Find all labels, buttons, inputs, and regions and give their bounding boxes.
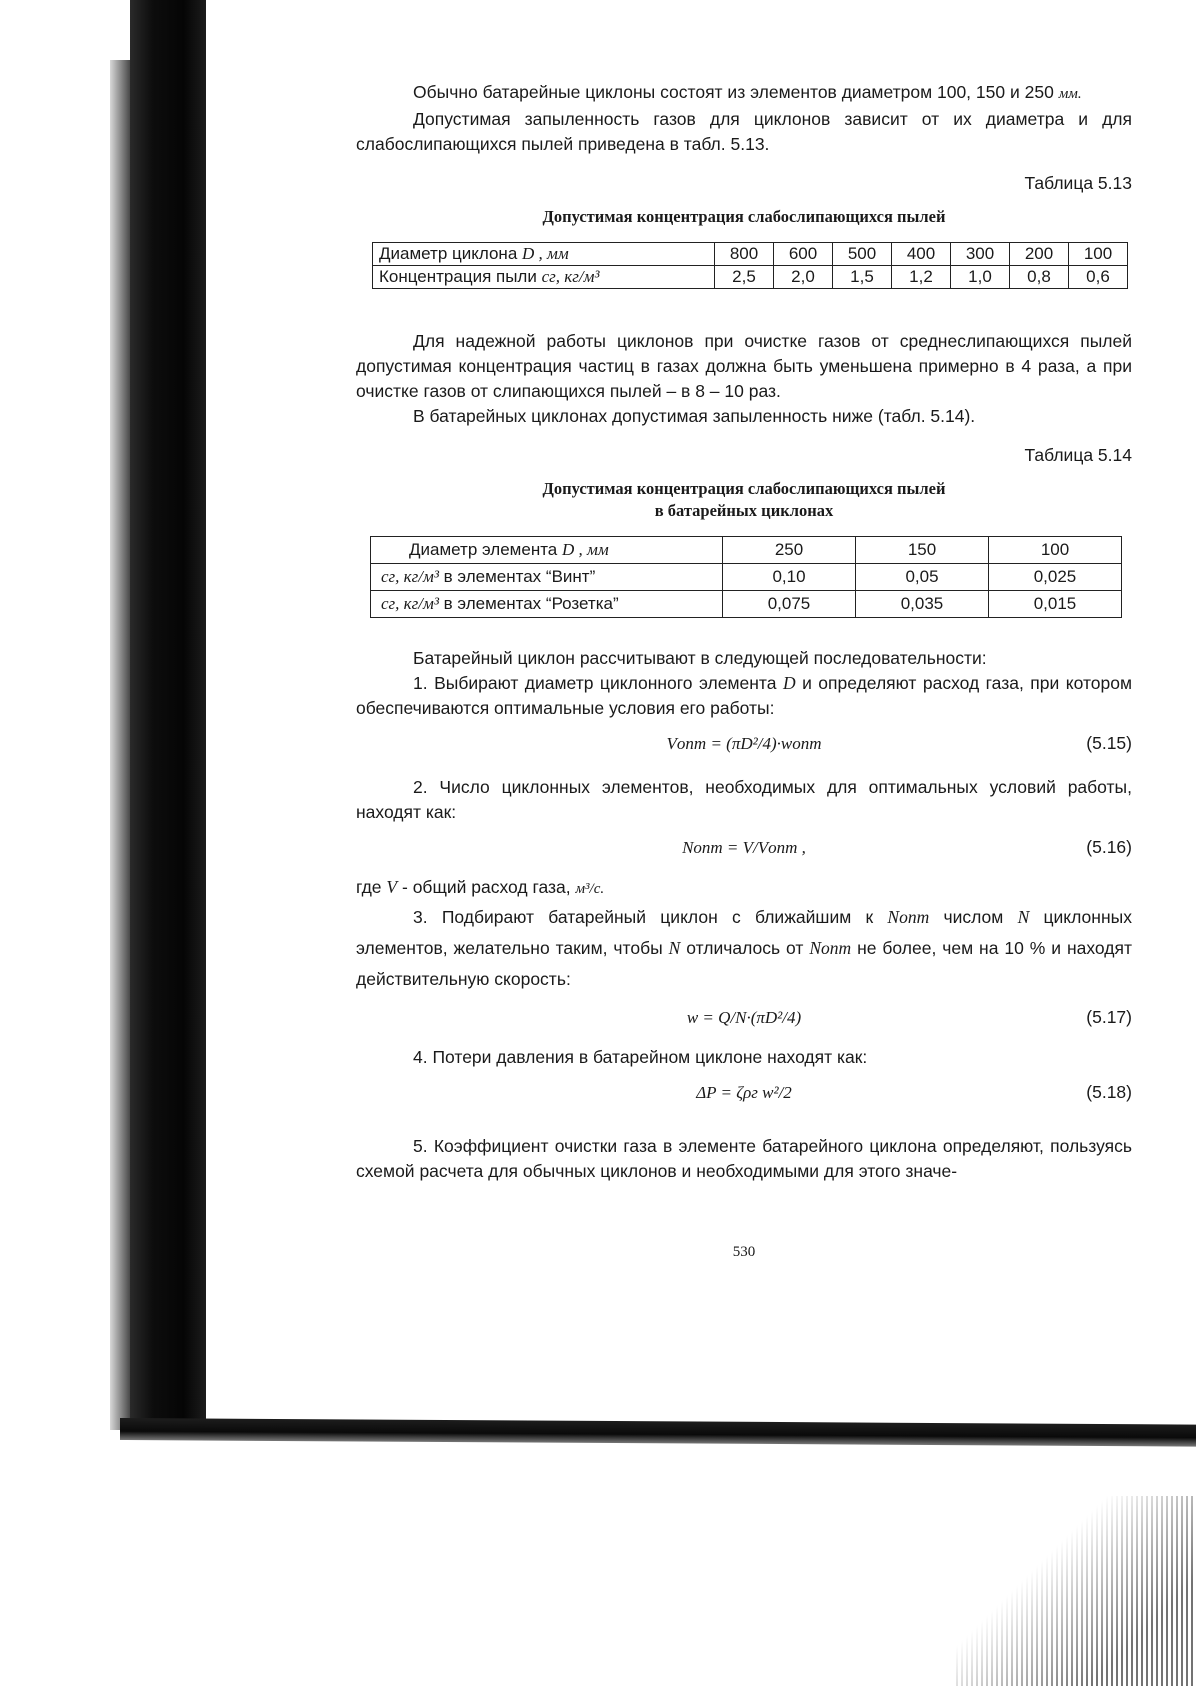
scan-binding-shadow <box>130 0 206 1430</box>
formula-5-15 <box>356 721 1132 765</box>
table-5-14-row-label: cг, кг/м³ в элементах “Розетка” <box>371 591 723 618</box>
table-cell: 0,075 <box>723 591 856 618</box>
table-cell: 1,5 <box>833 266 892 289</box>
table-cell: 1,2 <box>892 266 951 289</box>
table-cell: 0,025 <box>989 564 1122 591</box>
formula-5-18-number: (5.18) <box>1086 1082 1132 1102</box>
scan-bottom-edge <box>120 1418 1196 1447</box>
table-5-14-row-label: cг, кг/м³ в элементах “Винт” <box>371 564 723 591</box>
table-5-13-row-label: Диаметр циклона D , мм <box>373 243 715 266</box>
paragraph-2: Допустимая запыленность газов для циклонов зависит от их диаметра и для слабослипающихся пылей приведена в табл. 5.13. <box>356 109 1132 154</box>
table-cell: 600 <box>774 243 833 266</box>
step-4: 4. Потери давления в батарейном циклоне находят как: <box>413 1047 868 1067</box>
paragraph-1 <box>356 80 1132 107</box>
formula-5-16-expression: Nопт = V/Vопт , <box>682 838 806 857</box>
formula-5-17-expression: w = Q/N·(πD²/4) <box>686 1008 802 1027</box>
table-5-14-caption-line-2: в батарейных циклонах <box>654 501 834 520</box>
paragraph-3: Для надежной работы циклонов при очистке газов от среднеслипающихся пылей допустимая концентрация частиц в газах должна быть уменьшена примерно в 4 раза, а при очистке газов от слипающихся пылей – в 8 – 10 раз. <box>356 331 1132 401</box>
table-cell: 800 <box>715 243 774 266</box>
table-cell: 2,0 <box>774 266 833 289</box>
table-row <box>373 266 1128 289</box>
table-cell: 200 <box>1010 243 1069 266</box>
table-cell: 400 <box>892 243 951 266</box>
table-cell: 0,8 <box>1010 266 1069 289</box>
formula-5-15-expression: Vопт = (πD²/4)·wопт <box>666 734 822 753</box>
table-row <box>373 243 1128 266</box>
step-5: 5. Коэффициент очистки газа в элементе батарейного циклона определяют, пользуясь схемой расчета для обычных циклонов и необходимыми для этого значе- <box>356 1136 1132 1181</box>
table-cell: 100 <box>1069 243 1128 266</box>
table-5-13-row-label: Концентрация пыли cг, кг/м³ <box>373 266 715 289</box>
table-5-13 <box>372 242 1128 289</box>
table-5-14-head-label: Диаметр элемента D , мм <box>371 537 723 564</box>
table-cell: 150 <box>856 537 989 564</box>
table-5-14-label: Таблица 5.14 <box>1024 445 1132 465</box>
table-cell: 0,10 <box>723 564 856 591</box>
step-3: 3. Подбирают батарейный циклон с ближайшим к Nопт числом N циклонных элементов, желательно таким, чтобы N отличалось от Nопт не более, чем на 10 % и находят действительную скорость: <box>356 907 1132 989</box>
paragraph-4: В батарейных циклонах допустимая запыленность ниже (табл. 5.14). <box>413 406 976 426</box>
paragraph-1-unit: мм. <box>1058 86 1082 102</box>
formula-5-18-expression: ΔP = ζρг w²/2 <box>696 1083 792 1102</box>
table-cell: 500 <box>833 243 892 266</box>
formula-5-18 <box>356 1070 1132 1114</box>
formula-5-17 <box>356 995 1132 1039</box>
document-page <box>356 80 1132 1265</box>
formula-5-16-number: (5.16) <box>1086 837 1132 857</box>
formula-5-17-number: (5.17) <box>1086 1007 1132 1027</box>
table-row <box>371 537 1122 564</box>
formula-5-16 <box>356 825 1132 869</box>
formula-5-15-number: (5.15) <box>1086 733 1132 753</box>
table-row <box>371 564 1122 591</box>
step-2: 2. Число циклонных элементов, необходимых для оптимальных условий работы, находят как: <box>356 777 1132 822</box>
step-1: 1. Выбирают диаметр циклонного элемента D и определяют расход газа, при котором обеспечиваются оптимальные условия его работы: <box>356 673 1132 718</box>
page-number: 530 <box>732 1244 756 1260</box>
table-5-14-caption-line-1: Допустимая концентрация слабослипающихся пылей <box>542 479 946 498</box>
paragraph-1-text: Обычно батарейные циклоны состоят из элементов диаметром 100, 150 и 250 <box>413 82 1054 102</box>
table-cell: 0,035 <box>856 591 989 618</box>
scan-corner-noise <box>956 1496 1196 1686</box>
table-row <box>371 591 1122 618</box>
table-cell: 1,0 <box>951 266 1010 289</box>
scan-binding-gradient <box>110 60 132 1430</box>
paragraph-5: Батарейный циклон рассчитывают в следующей последовательности: <box>413 648 987 668</box>
table-5-13-label: Таблица 5.13 <box>1024 173 1132 193</box>
table-cell: 100 <box>989 537 1122 564</box>
table-5-14 <box>370 536 1122 618</box>
where-clause: где V - общий расход газа, м³/с. <box>356 877 605 897</box>
table-cell: 250 <box>723 537 856 564</box>
table-cell: 0,6 <box>1069 266 1128 289</box>
table-5-13-caption: Допустимая концентрация слабослипающихся пылей <box>542 207 946 226</box>
table-cell: 0,05 <box>856 564 989 591</box>
table-cell: 300 <box>951 243 1010 266</box>
table-cell: 0,015 <box>989 591 1122 618</box>
table-cell: 2,5 <box>715 266 774 289</box>
